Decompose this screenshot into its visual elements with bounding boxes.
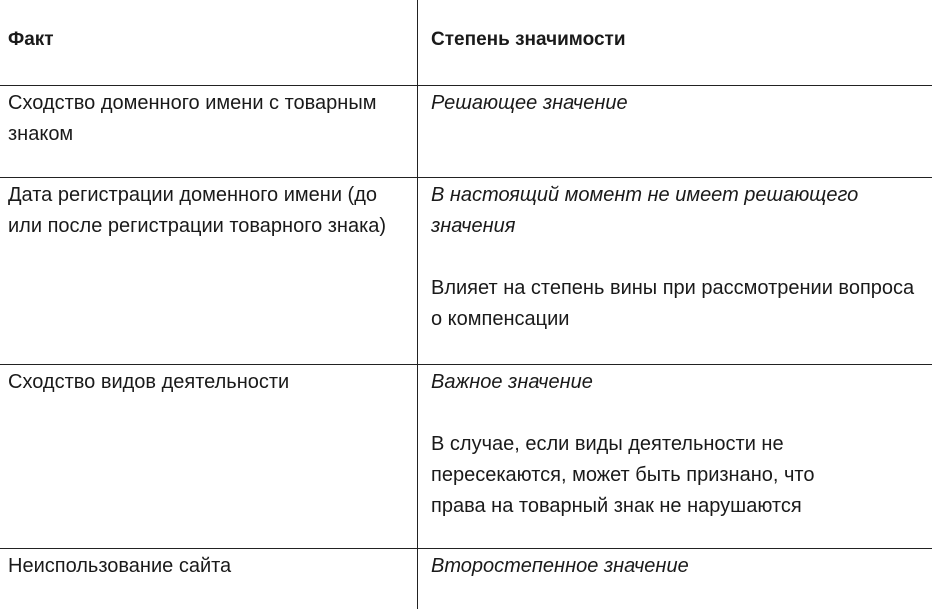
significance-level: Решающее значение [431,92,628,114]
column-divider [417,0,418,609]
row-significance [431,551,929,582]
table-row [0,86,932,178]
table-row [0,549,932,609]
table-row [0,178,932,365]
table-header-row [0,0,932,86]
row-fact: Неиспользование сайта [8,555,232,577]
row-fact: Дата регистрации доменного имени (до или после регистрации товарного знака) [8,184,387,237]
significance-note: Влияет на степень вины при рассмотрении вопроса о компенсации [431,277,915,330]
row-significance [431,88,929,119]
significance-level: В настоящий момент не имеет решающего значения [431,184,859,237]
significance-note: В случае, если виды деятельности не пересекаются, может быть признано, что права на товарный знак не нарушаются [431,433,815,517]
row-significance [431,180,929,335]
table-row [0,365,932,549]
header-significance: Степень значимости [431,29,626,50]
significance-level: Второстепенное значение [431,555,689,577]
header-fact: Факт [8,29,54,50]
row-fact: Сходство доменного имени с товарным знаком [8,92,377,145]
row-significance [431,367,929,522]
significance-level: Важное значение [431,371,593,393]
row-fact: Сходство видов деятельности [8,371,290,393]
